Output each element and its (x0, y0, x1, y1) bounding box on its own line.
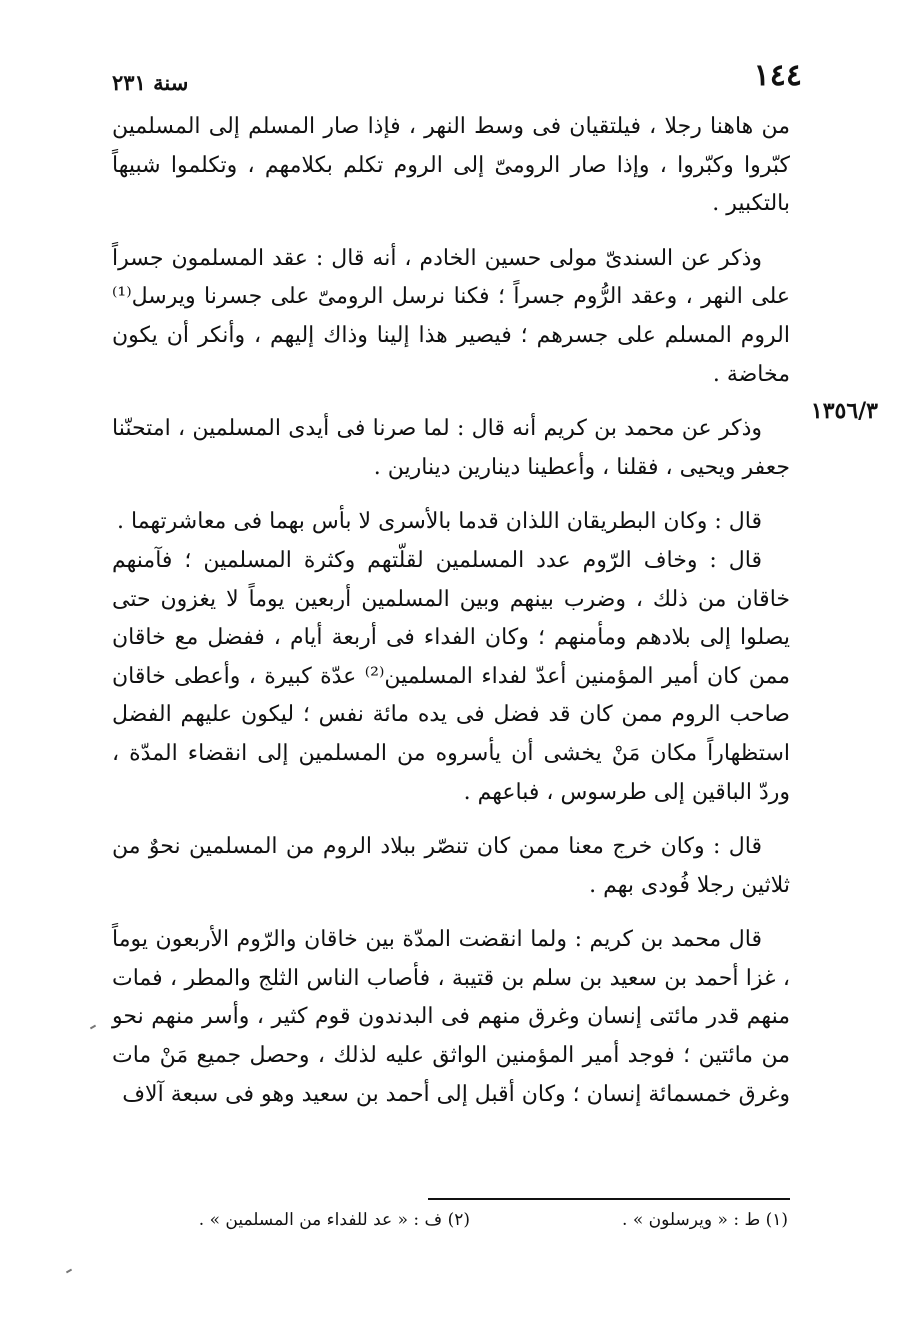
paragraph-6: قال : وكان خرج معنا ممن كان تنصّر ببلاد الروم من المسلمين نحوٌ من ثلاثين رجلا فُودى بهم . (112, 834, 790, 898)
marginal-reference: ١٣٥٦/٣ (810, 398, 878, 424)
paragraph-2: وذكر عن السندىّ مولى حسين الخادم ، أنه قال : عقد المسلمون جسراً على النهر ، وعقد الرُّوم جسراً ؛ فكنا نرسل الرومىّ على جسرنا ويرسل⁽¹⁾ الروم المسلم على جسرهم ؛ فيصير هذا إلينا وذاك إليهم ، وأنكر أن يكون مخاضة . (112, 245, 790, 387)
footnote-2: (٢) ف : « عد للفداء من المسلمين » . (198, 1210, 470, 1230)
footnote-rule (428, 1198, 790, 1200)
paragraph-1: من هاهنا رجلا ، فيلتقيان فى وسط النهر ، فإذا صار المسلم إلى المسلمين كبّروا وكبّروا ، وإذا صار الرومىّ إلى الروم تكلم بكلامهم ، وتكلموا شبيهاً بالتكبير . (112, 114, 790, 217)
paragraph-4: قال : وكان البطريقان اللذان قدما بالأسرى لا بأس بهما فى معاشرتهما . (117, 509, 762, 535)
running-header-year: سنة ٢٣١ (112, 70, 189, 95)
main-text (112, 108, 790, 1114)
paragraph-3: وذكر عن محمد بن كريم أنه قال : لما صرنا فى أيدى المسلمين ، امتحنّنا جعفر ويحيى ، فقلنا ، وأعطينا دينارين دينارين . (112, 416, 790, 480)
paragraph-5: قال : وخاف الرّوم عدد المسلمين لقلّتهم وكثرة المسلمين ؛ فآمنهم خاقان من ذلك ، وضرب بينهم وبين المسلمين أربعين يوماً لا يغزون حتى يصلوا إلى بلادهم ومأمنهم ؛ وكان الفداء فى أربعة أيام ، ففضل مع خاقان ممن كان أمير المؤمنين أعدّ لفداء المسلمين⁽²⁾ عدّة كبيرة ، وأعطى خاقان صاحب الروم ممن كان قد فضل فى يده مائة نفس ؛ ليكون عليهم الفضل استظهاراً مكان مَنْ يخشى أن يأسروه من المسلمين إلى انقضاء المدّة ، وردّ الباقين إلى طرسوس ، فباعهم . (112, 547, 791, 805)
scan-speck (90, 1025, 96, 1030)
scan-speck (66, 1269, 72, 1274)
paragraph-7: قال محمد بن كريم : ولما انقضت المدّة بين خاقان والرّوم الأربعون يوماً ، غزا أحمد بن سعيد بن سلم بن قتيبة ، فأصاب الناس الثلج والمطر ، فمات منهم قدر مائتى إنسان وغرق منهم فى البدندون قوم كثير ، وأسر منهم نحو من مائتين ؛ فوجد أمير المؤمنين الواثق عليه لذلك ، وحصل جميع مَنْ مات وغرق خمسمائة إنسان ؛ وكان أقبل إلى أحمد بن سعيد وهو فى سبعة آلاف (112, 927, 790, 1107)
footnote-1: (١) ط : « ويرسلون » . (622, 1210, 788, 1230)
page-number: ١٤٤ (753, 58, 802, 93)
